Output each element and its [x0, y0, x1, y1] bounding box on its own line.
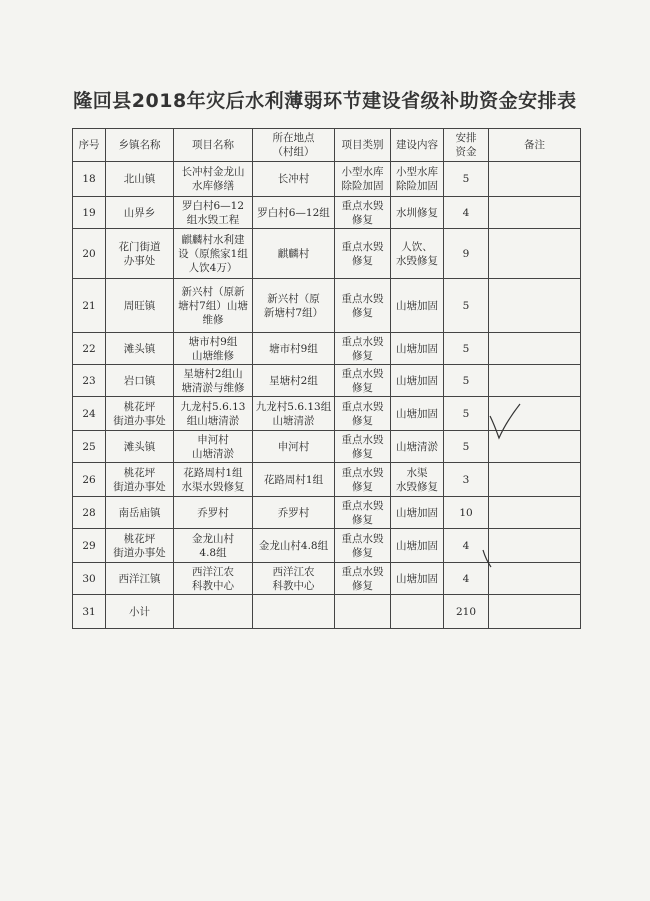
cell-project: 西洋江农 科教中心 [174, 563, 253, 595]
cell-note [489, 529, 581, 563]
cell-note [489, 563, 581, 595]
cell-no: 24 [73, 397, 106, 431]
cell-note [489, 162, 581, 197]
cell-category: 重点水毁 修复 [335, 365, 391, 397]
table-row [73, 397, 581, 431]
cell-content: 小型水库 除险加固 [391, 162, 444, 197]
cell-note [489, 463, 581, 497]
cell-town: 岩口镇 [106, 365, 174, 397]
cell-town: 滩头镇 [106, 431, 174, 463]
cell-location: 花路周村1组 [253, 463, 335, 497]
cell-no: 21 [73, 279, 106, 333]
cell-content: 人饮、 水毁修复 [391, 229, 444, 279]
cell-category: 重点水毁 修复 [335, 529, 391, 563]
cell-note [489, 431, 581, 463]
cell-project: 塘市村9组 山塘维修 [174, 333, 253, 365]
cell-content: 山塘加固 [391, 497, 444, 529]
cell-project: 麒麟村水利建 设（原熊家1组 人饮4万） [174, 229, 253, 279]
cell-note [489, 365, 581, 397]
cell-content: 山塘加固 [391, 279, 444, 333]
cell-town: 南岳庙镇 [106, 497, 174, 529]
cell-location: 乔罗村 [253, 497, 335, 529]
cell-funds: 210 [444, 595, 489, 629]
cell-content: 山塘加固 [391, 397, 444, 431]
cell-funds: 4 [444, 529, 489, 563]
cell-funds: 5 [444, 162, 489, 197]
cell-content: 山塘加固 [391, 529, 444, 563]
cell-no: 19 [73, 197, 106, 229]
cell-funds: 5 [444, 365, 489, 397]
cell-note [489, 229, 581, 279]
cell-location: 塘市村9组 [253, 333, 335, 365]
cell-location [253, 595, 335, 629]
cell-no: 30 [73, 563, 106, 595]
column-header: 乡镇名称 [106, 129, 174, 162]
cell-project: 花路周村1组 水渠水毁修复 [174, 463, 253, 497]
cell-content: 水圳修复 [391, 197, 444, 229]
cell-category: 重点水毁 修复 [335, 431, 391, 463]
cell-note [489, 497, 581, 529]
cell-category: 重点水毁 修复 [335, 197, 391, 229]
cell-town: 北山镇 [106, 162, 174, 197]
cell-category: 重点水毁 修复 [335, 563, 391, 595]
cell-no: 18 [73, 162, 106, 197]
cell-note [489, 595, 581, 629]
cell-category: 重点水毁 修复 [335, 497, 391, 529]
cell-no: 29 [73, 529, 106, 563]
cell-project: 新兴村（原新 塘村7组）山塘 维修 [174, 279, 253, 333]
cell-town: 山界乡 [106, 197, 174, 229]
cell-content [391, 595, 444, 629]
cell-no: 26 [73, 463, 106, 497]
cell-note [489, 397, 581, 431]
cell-project: 乔罗村 [174, 497, 253, 529]
cell-funds: 5 [444, 279, 489, 333]
cell-funds: 4 [444, 197, 489, 229]
table-row [73, 197, 581, 229]
cell-note [489, 279, 581, 333]
cell-content: 山塘加固 [391, 563, 444, 595]
table-row [73, 497, 581, 529]
cell-location: 金龙山村4.8组 [253, 529, 335, 563]
cell-town: 花门街道 办事处 [106, 229, 174, 279]
column-header: 项目名称 [174, 129, 253, 162]
cell-category: 重点水毁 修复 [335, 397, 391, 431]
cell-funds: 5 [444, 431, 489, 463]
cell-project: 金龙山村 4.8组 [174, 529, 253, 563]
table-row [73, 365, 581, 397]
cell-no: 28 [73, 497, 106, 529]
table-row [73, 333, 581, 365]
column-header: 建设内容 [391, 129, 444, 162]
table-row [73, 162, 581, 197]
cell-town: 滩头镇 [106, 333, 174, 365]
cell-note [489, 333, 581, 365]
cell-funds: 5 [444, 333, 489, 365]
table-row [73, 529, 581, 563]
cell-location: 九龙村5.6.13组 山塘清淤 [253, 397, 335, 431]
cell-location: 麒麟村 [253, 229, 335, 279]
table-row [73, 431, 581, 463]
cell-no: 20 [73, 229, 106, 279]
column-header: 序号 [73, 129, 106, 162]
cell-funds: 9 [444, 229, 489, 279]
cell-town: 小计 [106, 595, 174, 629]
cell-content: 山塘加固 [391, 333, 444, 365]
cell-location: 新兴村（原 新塘村7组） [253, 279, 335, 333]
cell-content: 山塘清淤 [391, 431, 444, 463]
cell-location: 西洋江农 科教中心 [253, 563, 335, 595]
cell-no: 25 [73, 431, 106, 463]
cell-funds: 4 [444, 563, 489, 595]
cell-project: 九龙村5.6.13 组山塘清淤 [174, 397, 253, 431]
column-header: 安排 资金 [444, 129, 489, 162]
cell-no: 23 [73, 365, 106, 397]
table-row [73, 229, 581, 279]
cell-category: 小型水库 除险加固 [335, 162, 391, 197]
cell-project: 长冲村金龙山 水库修缮 [174, 162, 253, 197]
cell-location: 罗白村6—12组 [253, 197, 335, 229]
cell-town: 桃花坪 街道办事处 [106, 463, 174, 497]
table-body [73, 162, 581, 629]
cell-project: 星塘村2组山 塘清淤与维修 [174, 365, 253, 397]
cell-category: 重点水毁 修复 [335, 229, 391, 279]
column-header: 备注 [489, 129, 581, 162]
cell-no: 22 [73, 333, 106, 365]
table-row [73, 595, 581, 629]
cell-project [174, 595, 253, 629]
cell-funds: 5 [444, 397, 489, 431]
cell-funds: 10 [444, 497, 489, 529]
cell-category: 重点水毁 修复 [335, 279, 391, 333]
cell-location: 申河村 [253, 431, 335, 463]
cell-funds: 3 [444, 463, 489, 497]
table-row [73, 279, 581, 333]
cell-category [335, 595, 391, 629]
cell-category: 重点水毁 修复 [335, 333, 391, 365]
table-row [73, 563, 581, 595]
cell-category: 重点水毁 修复 [335, 463, 391, 497]
cell-note [489, 197, 581, 229]
cell-town: 西洋江镇 [106, 563, 174, 595]
page-title: 隆回县2018年灾后水利薄弱环节建设省级补助资金安排表 [73, 90, 577, 112]
cell-town: 桃花坪 街道办事处 [106, 397, 174, 431]
cell-content: 山塘加固 [391, 365, 444, 397]
cell-content: 水渠 水毁修复 [391, 463, 444, 497]
cell-town: 周旺镇 [106, 279, 174, 333]
column-header: 项目类别 [335, 129, 391, 162]
cell-location: 星塘村2组 [253, 365, 335, 397]
cell-project: 申河村 山塘清淤 [174, 431, 253, 463]
cell-town: 桃花坪 街道办事处 [106, 529, 174, 563]
cell-project: 罗白村6—12 组水毁工程 [174, 197, 253, 229]
cell-no: 31 [73, 595, 106, 629]
table-row [73, 463, 581, 497]
cell-location: 长冲村 [253, 162, 335, 197]
column-header: 所在地点 （村组） [253, 129, 335, 162]
funding-table [72, 128, 581, 629]
table-header-row [73, 129, 581, 162]
